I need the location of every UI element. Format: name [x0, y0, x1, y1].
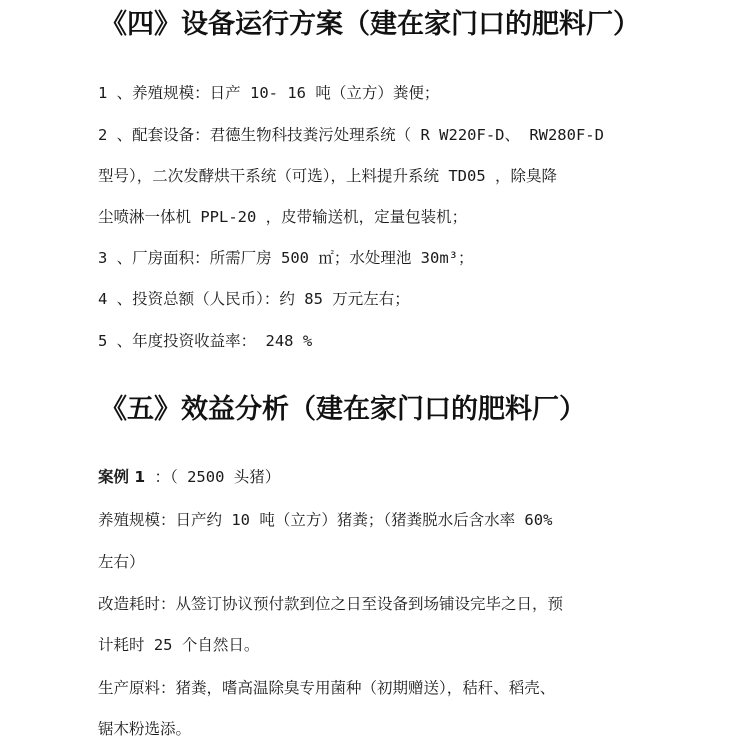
section-5-line-6: 锯木粉选添。 — [98, 720, 192, 738]
section-4-item-2: 2 、配套设备：君德生物科技粪污处理系统（ R W220F-D、 RW280F-D — [98, 126, 604, 144]
case-label: 案例 1 — [98, 468, 146, 486]
section-4-item-2-cont-1: 型号），二次发酵烘干系统（可选），上料提升系统 TD05 ，除臭降 — [98, 167, 557, 185]
case-detail: ：（ 2500 头猪） — [145, 468, 281, 486]
case-heading — [98, 466, 280, 488]
section-5-line-2: 左右） — [98, 553, 145, 571]
section-4-item-1: 1 、养殖规模：日产 10- 16 吨（立方）粪便； — [98, 84, 440, 102]
section-4-item-5: 5 、年度投资收益率： 248 % — [98, 332, 313, 350]
section-5-line-1: 养殖规模：日产约 10 吨（立方）猪粪；（猪粪脱水后含水率 60% — [98, 511, 553, 529]
section-5-line-5: 生产原料：猪粪，嗜高温除臭专用菌种（初期赠送），秸秆、稻壳、 — [98, 679, 556, 697]
section-5-line-4: 计耗时 25 个自然日。 — [98, 636, 260, 654]
section-4-item-4: 4 、投资总额（人民币）：约 85 万元左右； — [98, 290, 410, 308]
section-4-item-3: 3 、厂房面积：所需厂房 500 ㎡；水处理池 30m³； — [98, 249, 474, 267]
section-5-title: 《五》效益分析（建在家门口的肥料厂） — [100, 394, 586, 425]
section-4-item-2-cont-2: 尘喷淋一体机 PPL-20 ，皮带输送机，定量包装机； — [98, 208, 468, 226]
section-5-line-3: 改造耗时：从签订协议预付款到位之日至设备到场铺设完毕之日，预 — [98, 595, 564, 613]
section-4-title: 《四》设备运行方案（建在家门口的肥料厂） — [100, 9, 640, 40]
